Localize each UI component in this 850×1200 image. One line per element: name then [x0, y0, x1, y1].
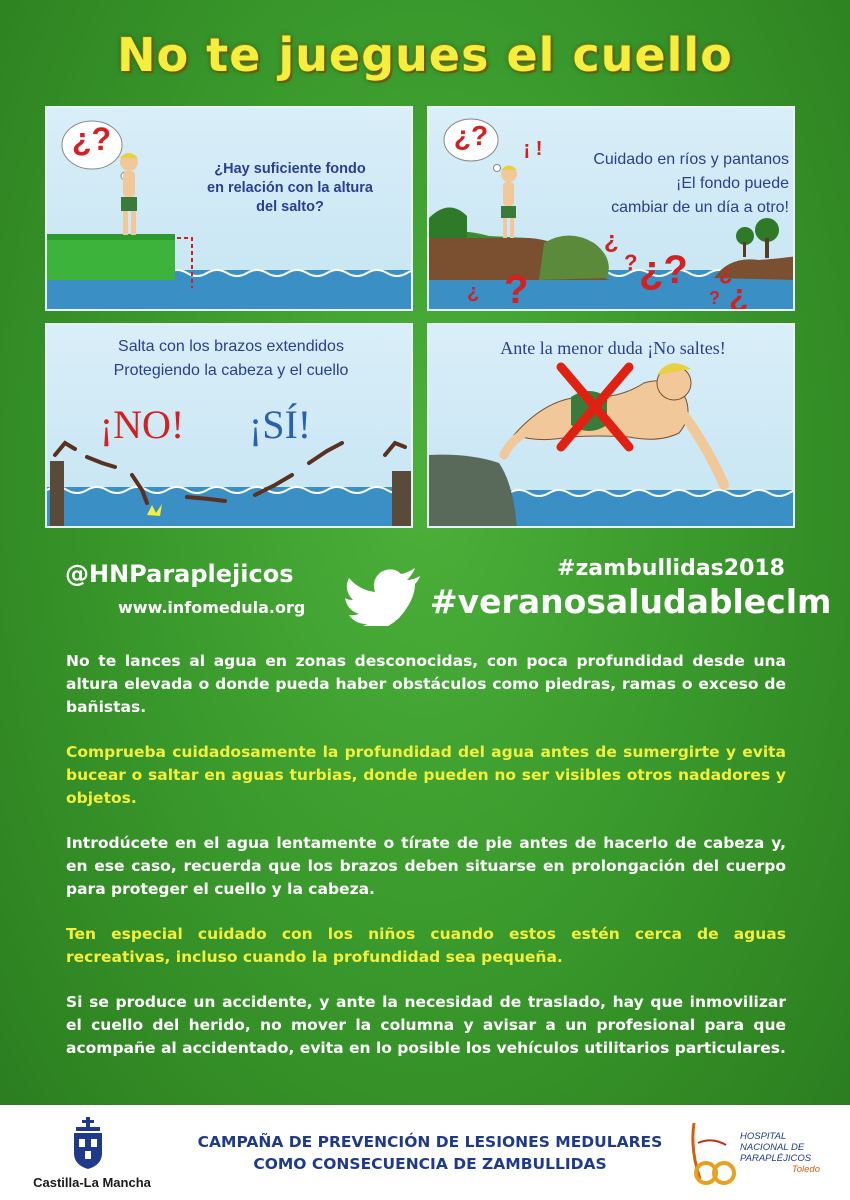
- hospital-city: Toledo: [791, 1164, 820, 1175]
- panel-3-line-1: Salta con los brazos extendidos: [118, 338, 344, 355]
- paragraph-1: No te lances al agua en zonas desconocidas, con poca profundidad desde una altura elevada o donde pueda haber obstáculos como piedras, ramas o exceso de bañistas.: [66, 652, 786, 716]
- campaign-line-2: COMO CONSECUENCIA DE ZAMBULLIDAS: [253, 1155, 607, 1173]
- hospital-line-2: NACIONAL DE: [740, 1142, 805, 1153]
- paragraph-3: Introdúcete en el agua lentamente o tírate de pie antes de hacerlo de cabeza y, en ese caso, recuerda que los brazos deben situarse en prolongación del cuerpo para proteger el cuello y la cabeza.: [66, 834, 786, 898]
- panel-2-bubble-text: ¿?: [453, 120, 489, 151]
- panel-arms-extended: [45, 323, 413, 528]
- panel-2-warning: [569, 148, 789, 220]
- svg-text:?: ?: [709, 288, 720, 308]
- twitter-bird-icon: [345, 568, 425, 626]
- twitter-handle[interactable]: @HNParaplejicos: [65, 560, 294, 588]
- panel-depth-check: [45, 106, 413, 311]
- panel-1-line-3: del salto?: [256, 199, 324, 215]
- svg-text:¿: ¿: [729, 277, 749, 313]
- hashtag-veranosaludable[interactable]: #veranosaludableclm: [430, 582, 832, 621]
- castilla-la-mancha-crest-icon: [70, 1117, 106, 1169]
- panel-1-question: [185, 160, 395, 217]
- website-link[interactable]: www.infomedula.org: [118, 598, 306, 617]
- panel-dont-jump: [427, 323, 795, 528]
- svg-text:¿?: ¿?: [639, 248, 688, 292]
- panel-rivers: [427, 106, 795, 311]
- panel-3-caption: [67, 335, 395, 383]
- svg-text:?: ?: [504, 268, 529, 312]
- panel-1-line-2: en relación con la altura: [207, 180, 373, 196]
- svg-text:¿: ¿: [719, 260, 733, 285]
- panel-4-caption: Ante la menor duda ¡No saltes!: [500, 338, 726, 358]
- panel-3-no-label: ¡NO!: [99, 402, 185, 447]
- hospital-line-3: PARAPLÉJICOS: [740, 1153, 812, 1164]
- paragraph-4: Ten especial cuidado con los niños cuando estos estén cerca de aguas recreativas, incluso cuando la profundidad sea pequeña.: [66, 925, 786, 966]
- paragraph-2: Comprueba cuidadosamente la profundidad del agua antes de sumergirte y evita bucear o saltar en aguas turbias, donde pueden no ser visibles otros nadadores y objetos.: [66, 743, 786, 807]
- panel-3-si-label: ¡SÍ!: [248, 402, 312, 447]
- svg-text:¿: ¿: [467, 281, 480, 303]
- panel-2-line-2: ¡El fondo puede: [676, 175, 789, 192]
- hashtag-zambullidas[interactable]: #zambullidas2018: [557, 556, 785, 581]
- footer: [0, 1105, 850, 1200]
- panel-1-bubble-text: ¿?: [71, 121, 112, 157]
- panel-2-line-1: Cuidado en ríos y pantanos: [593, 151, 789, 168]
- svg-text:¿: ¿: [604, 227, 619, 254]
- hospital-logo-icon: [688, 1119, 736, 1191]
- panel-1-line-1: ¿Hay suficiente fondo: [214, 161, 366, 177]
- panel-2-line-3: cambiar de un día a otro!: [611, 199, 789, 216]
- paragraph-5: Si se produce un accidente, y ante la necesidad de traslado, hay que inmovilizar el cuello del herido, no mover la columna y avisar a un profesional para que acompañe al accidentado, evita en lo posible los vehículos utilitarios particulares.: [66, 993, 786, 1057]
- poster-title: No te juegues el cuello: [117, 28, 733, 82]
- svg-text:?: ?: [624, 250, 638, 275]
- castilla-la-mancha-label: Castilla-La Mancha: [33, 1175, 151, 1190]
- hospital-line-1: HOSPITAL: [740, 1131, 787, 1142]
- panel-2-exclaim: ¡ !: [523, 138, 543, 160]
- panel-3-line-2: Protegiendo la cabeza y el cuello: [113, 362, 349, 379]
- campaign-line-1: CAMPAÑA DE PREVENCIÓN DE LESIONES MEDULARES: [197, 1133, 663, 1151]
- hospital-logo-text: [740, 1131, 840, 1175]
